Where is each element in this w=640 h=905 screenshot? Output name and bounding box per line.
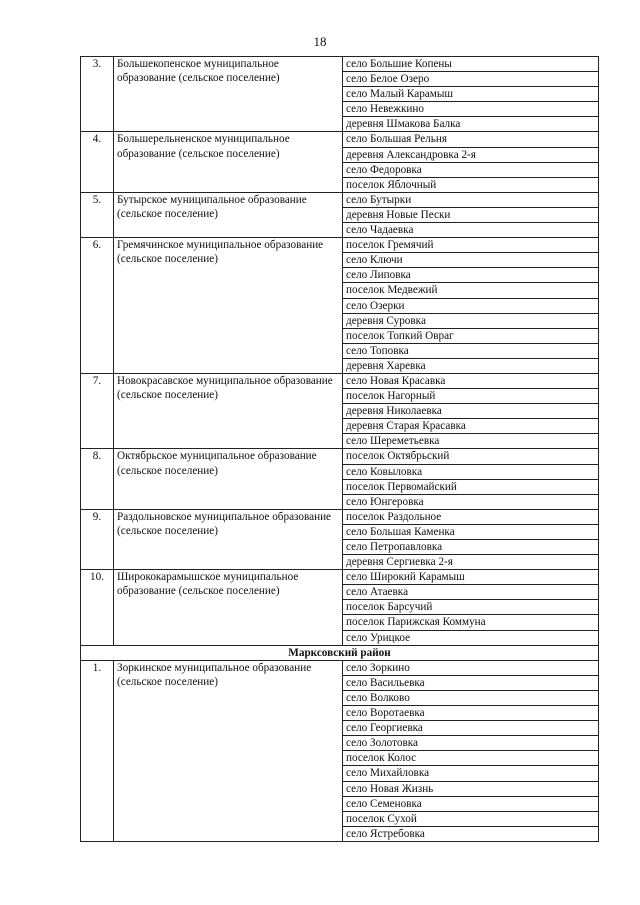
locality-cell: поселок Барсучий xyxy=(343,600,599,615)
locality-cell: поселок Топкий Овраг xyxy=(343,328,599,343)
locality-cell: село Юнгеровка xyxy=(343,494,599,509)
locality-cell: поселок Октябрьский xyxy=(343,449,599,464)
locality-cell: деревня Суровка xyxy=(343,313,599,328)
row-number: 5. xyxy=(81,192,114,237)
locality-cell: поселок Гремячий xyxy=(343,238,599,253)
locality-cell: село Малый Карамыш xyxy=(343,87,599,102)
table-row xyxy=(81,570,599,585)
table-row xyxy=(81,238,599,253)
locality-cell: деревня Сергиевка 2-я xyxy=(343,555,599,570)
municipality-name: Гремячинское муниципальное образование (сельское поселение) xyxy=(114,238,343,374)
locality-cell: село Бутырки xyxy=(343,192,599,207)
locality-cell: деревня Харевка xyxy=(343,358,599,373)
locality-cell: деревня Новые Пески xyxy=(343,207,599,222)
table-row xyxy=(81,192,599,207)
municipality-name: Новокрасавское муниципальное образование (сельское поселение) xyxy=(114,373,343,448)
locality-cell: село Воротаевка xyxy=(343,706,599,721)
municipality-name: Зоркинское муниципальное образование (сельское поселение) xyxy=(114,660,343,841)
municipality-name: Большерельненское муниципальное образование (сельское поселение) xyxy=(114,132,343,192)
row-number: 10. xyxy=(81,570,114,645)
municipality-name: Октябрьское муниципальное образование (сельское поселение) xyxy=(114,449,343,509)
row-number: 3. xyxy=(81,57,114,132)
locality-cell: село Семеновка xyxy=(343,796,599,811)
district-row xyxy=(81,645,599,660)
table-row xyxy=(81,449,599,464)
locality-cell: село Широкий Карамыш xyxy=(343,570,599,585)
row-number: 1. xyxy=(81,660,114,841)
table-row xyxy=(81,509,599,524)
table-row xyxy=(81,660,599,675)
locality-cell: село Озерки xyxy=(343,298,599,313)
locality-cell: деревня Старая Красавка xyxy=(343,419,599,434)
locality-cell: село Большие Копены xyxy=(343,57,599,72)
locality-cell: село Большая Каменка xyxy=(343,524,599,539)
locality-cell: село Атаевка xyxy=(343,585,599,600)
table-row xyxy=(81,373,599,388)
locality-cell: деревня Шмакова Балка xyxy=(343,117,599,132)
locality-cell: поселок Парижская Коммуна xyxy=(343,615,599,630)
locality-cell: село Белое Озеро xyxy=(343,72,599,87)
locality-cell: поселок Сухой xyxy=(343,811,599,826)
locality-cell: село Шереметьевка xyxy=(343,434,599,449)
municipality-name: Ширококарамышское муниципальное образование (сельское поселение) xyxy=(114,570,343,645)
locality-cell: село Большая Рельня xyxy=(343,132,599,147)
locality-cell: поселок Первомайский xyxy=(343,479,599,494)
locality-cell: поселок Колос xyxy=(343,751,599,766)
settlements-table xyxy=(80,56,599,842)
locality-cell: село Новая Красавка xyxy=(343,373,599,388)
locality-cell: село Михайловка xyxy=(343,766,599,781)
locality-cell: село Волково xyxy=(343,690,599,705)
locality-cell: село Петропавловка xyxy=(343,540,599,555)
row-number: 7. xyxy=(81,373,114,448)
page-number: 18 xyxy=(313,34,327,49)
row-number: 4. xyxy=(81,132,114,192)
locality-cell: село Ястребовка xyxy=(343,826,599,841)
locality-cell: поселок Раздольное xyxy=(343,509,599,524)
locality-cell: деревня Николаевка xyxy=(343,404,599,419)
locality-cell: село Урицкое xyxy=(343,630,599,645)
locality-cell: поселок Яблочный xyxy=(343,177,599,192)
locality-cell: село Георгиевка xyxy=(343,721,599,736)
locality-cell: село Новая Жизнь xyxy=(343,781,599,796)
locality-cell: село Федоровка xyxy=(343,162,599,177)
table-row xyxy=(81,57,599,72)
row-number: 9. xyxy=(81,509,114,569)
municipality-name: Раздольновское муниципальное образование (сельское поселение) xyxy=(114,509,343,569)
locality-cell: село Зоркино xyxy=(343,660,599,675)
locality-cell: поселок Нагорный xyxy=(343,389,599,404)
row-number: 8. xyxy=(81,449,114,509)
locality-cell: село Липовка xyxy=(343,268,599,283)
locality-cell: село Топовка xyxy=(343,343,599,358)
locality-cell: село Чадаевка xyxy=(343,223,599,238)
locality-cell: деревня Александровка 2-я xyxy=(343,147,599,162)
locality-cell: село Невежкино xyxy=(343,102,599,117)
district-heading: Марксовский район xyxy=(81,645,599,660)
locality-cell: село Васильевка xyxy=(343,675,599,690)
locality-cell: село Ковыловка xyxy=(343,464,599,479)
row-number: 6. xyxy=(81,238,114,374)
locality-cell: село Золотовка xyxy=(343,736,599,751)
municipality-name: Бутырское муниципальное образование (сельское поселение) xyxy=(114,192,343,237)
table-row xyxy=(81,132,599,147)
municipality-name: Большекопенское муниципальное образование (сельское поселение) xyxy=(114,57,343,132)
locality-cell: поселок Медвежий xyxy=(343,283,599,298)
locality-cell: село Ключи xyxy=(343,253,599,268)
